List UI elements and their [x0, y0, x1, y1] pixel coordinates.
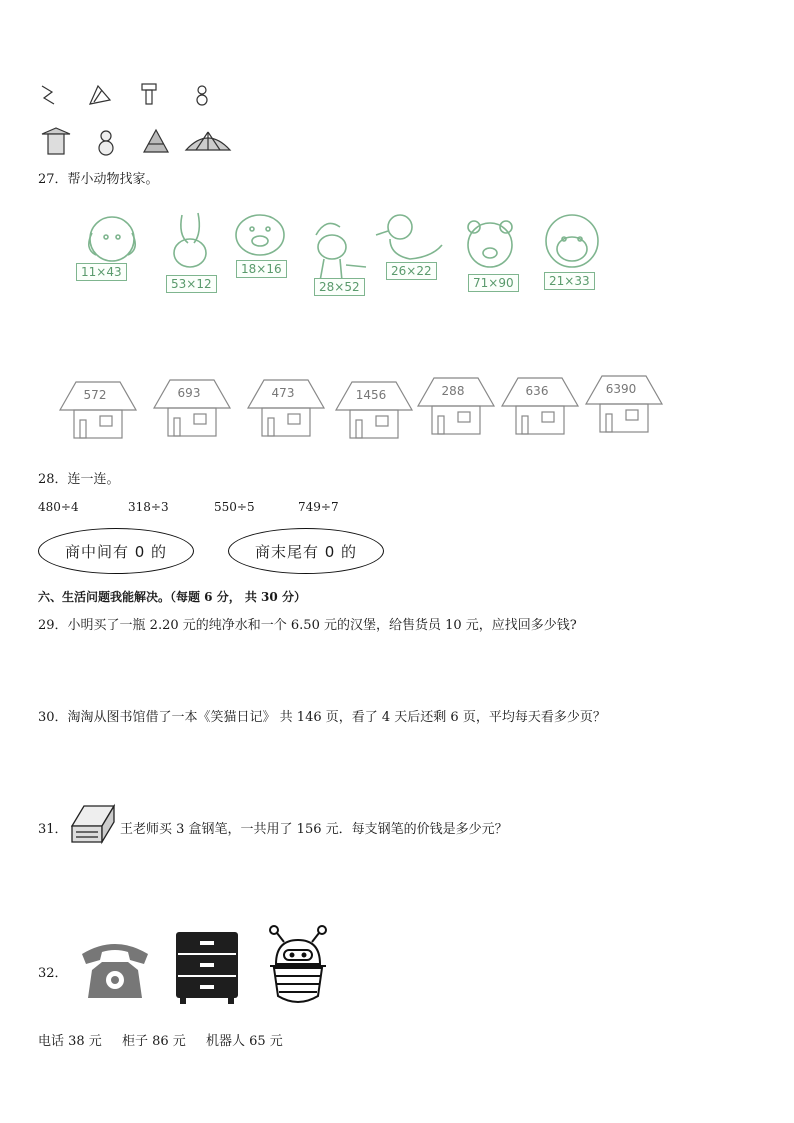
robot-icon: [268, 924, 332, 1014]
animal-label-goat: 28×52: [314, 278, 365, 296]
question-text: 淘淘从图书馆借了一本《笑猫日记》 共 146 页，看了 4 天后还剩 6 页，平均每天看多少页？: [67, 710, 606, 725]
house-number: 572: [83, 388, 107, 402]
question-31-text: 王老师买 3 盒钢笔，一共用了 156 元．每支钢笔的价钱是多少元？: [120, 822, 508, 837]
question-text: 帮小动物找家。: [67, 172, 159, 187]
price-telephone: 电话 38 元: [38, 1034, 102, 1049]
question-32-number: 32．: [38, 966, 68, 981]
house-number: 6390: [605, 382, 637, 396]
ellipse-middle-zero[interactable]: 商中间有 0 的: [38, 528, 194, 574]
puzzle-figures-row2: [36, 126, 236, 160]
animal-label-monkey: 21×33: [544, 272, 595, 290]
question-28: [38, 468, 120, 487]
animal-label-rabbit: 53×12: [166, 275, 217, 293]
question-number: 30．: [38, 710, 68, 725]
division-expression[interactable]: 550÷5: [214, 500, 255, 514]
price-robot: 机器人 65 元: [206, 1034, 283, 1049]
house-number: 288: [441, 384, 465, 398]
house-number: 693: [177, 386, 201, 400]
question-number: 28．: [38, 472, 68, 487]
question-30: [38, 706, 606, 725]
price-cabinet: 柜子 86 元: [122, 1034, 186, 1049]
puzzle-figures-row1: [36, 78, 236, 114]
division-expression[interactable]: 318÷3: [128, 500, 169, 514]
animal-label-dog: 11×43: [76, 263, 127, 281]
division-expression[interactable]: 480÷4: [38, 500, 79, 514]
section-title: 六、生活问题我能解决。（每题 6 分， 共 30 分）: [38, 590, 306, 604]
animal-label-bear: 71×90: [468, 274, 519, 292]
question-29: [38, 614, 577, 633]
ellipse-end-zero[interactable]: 商末尾有 0 的: [228, 528, 384, 574]
question-text: 连一连。: [67, 472, 120, 487]
question-27: [38, 168, 159, 187]
question-31-number: 31．: [38, 822, 68, 837]
question-number: 27．: [38, 172, 68, 187]
pen-box-icon: [68, 802, 118, 848]
house-number: 636: [525, 384, 549, 398]
animal-label-duck: 26×22: [386, 262, 437, 280]
division-expression[interactable]: 749÷7: [298, 500, 339, 514]
cabinet-icon: [176, 932, 238, 1004]
houses-drawing: [58, 372, 668, 442]
question-number: 29．: [38, 618, 68, 633]
animal-label-pig: 18×16: [236, 260, 287, 278]
house-number: 1456: [355, 388, 387, 402]
question-text: 小明买了一瓶 2.20 元的纯净水和一个 6.50 元的汉堡，给售货员 10 元，应找回多少钱?: [67, 618, 577, 633]
telephone-icon: [78, 936, 152, 1002]
house-number: 473: [271, 386, 295, 400]
